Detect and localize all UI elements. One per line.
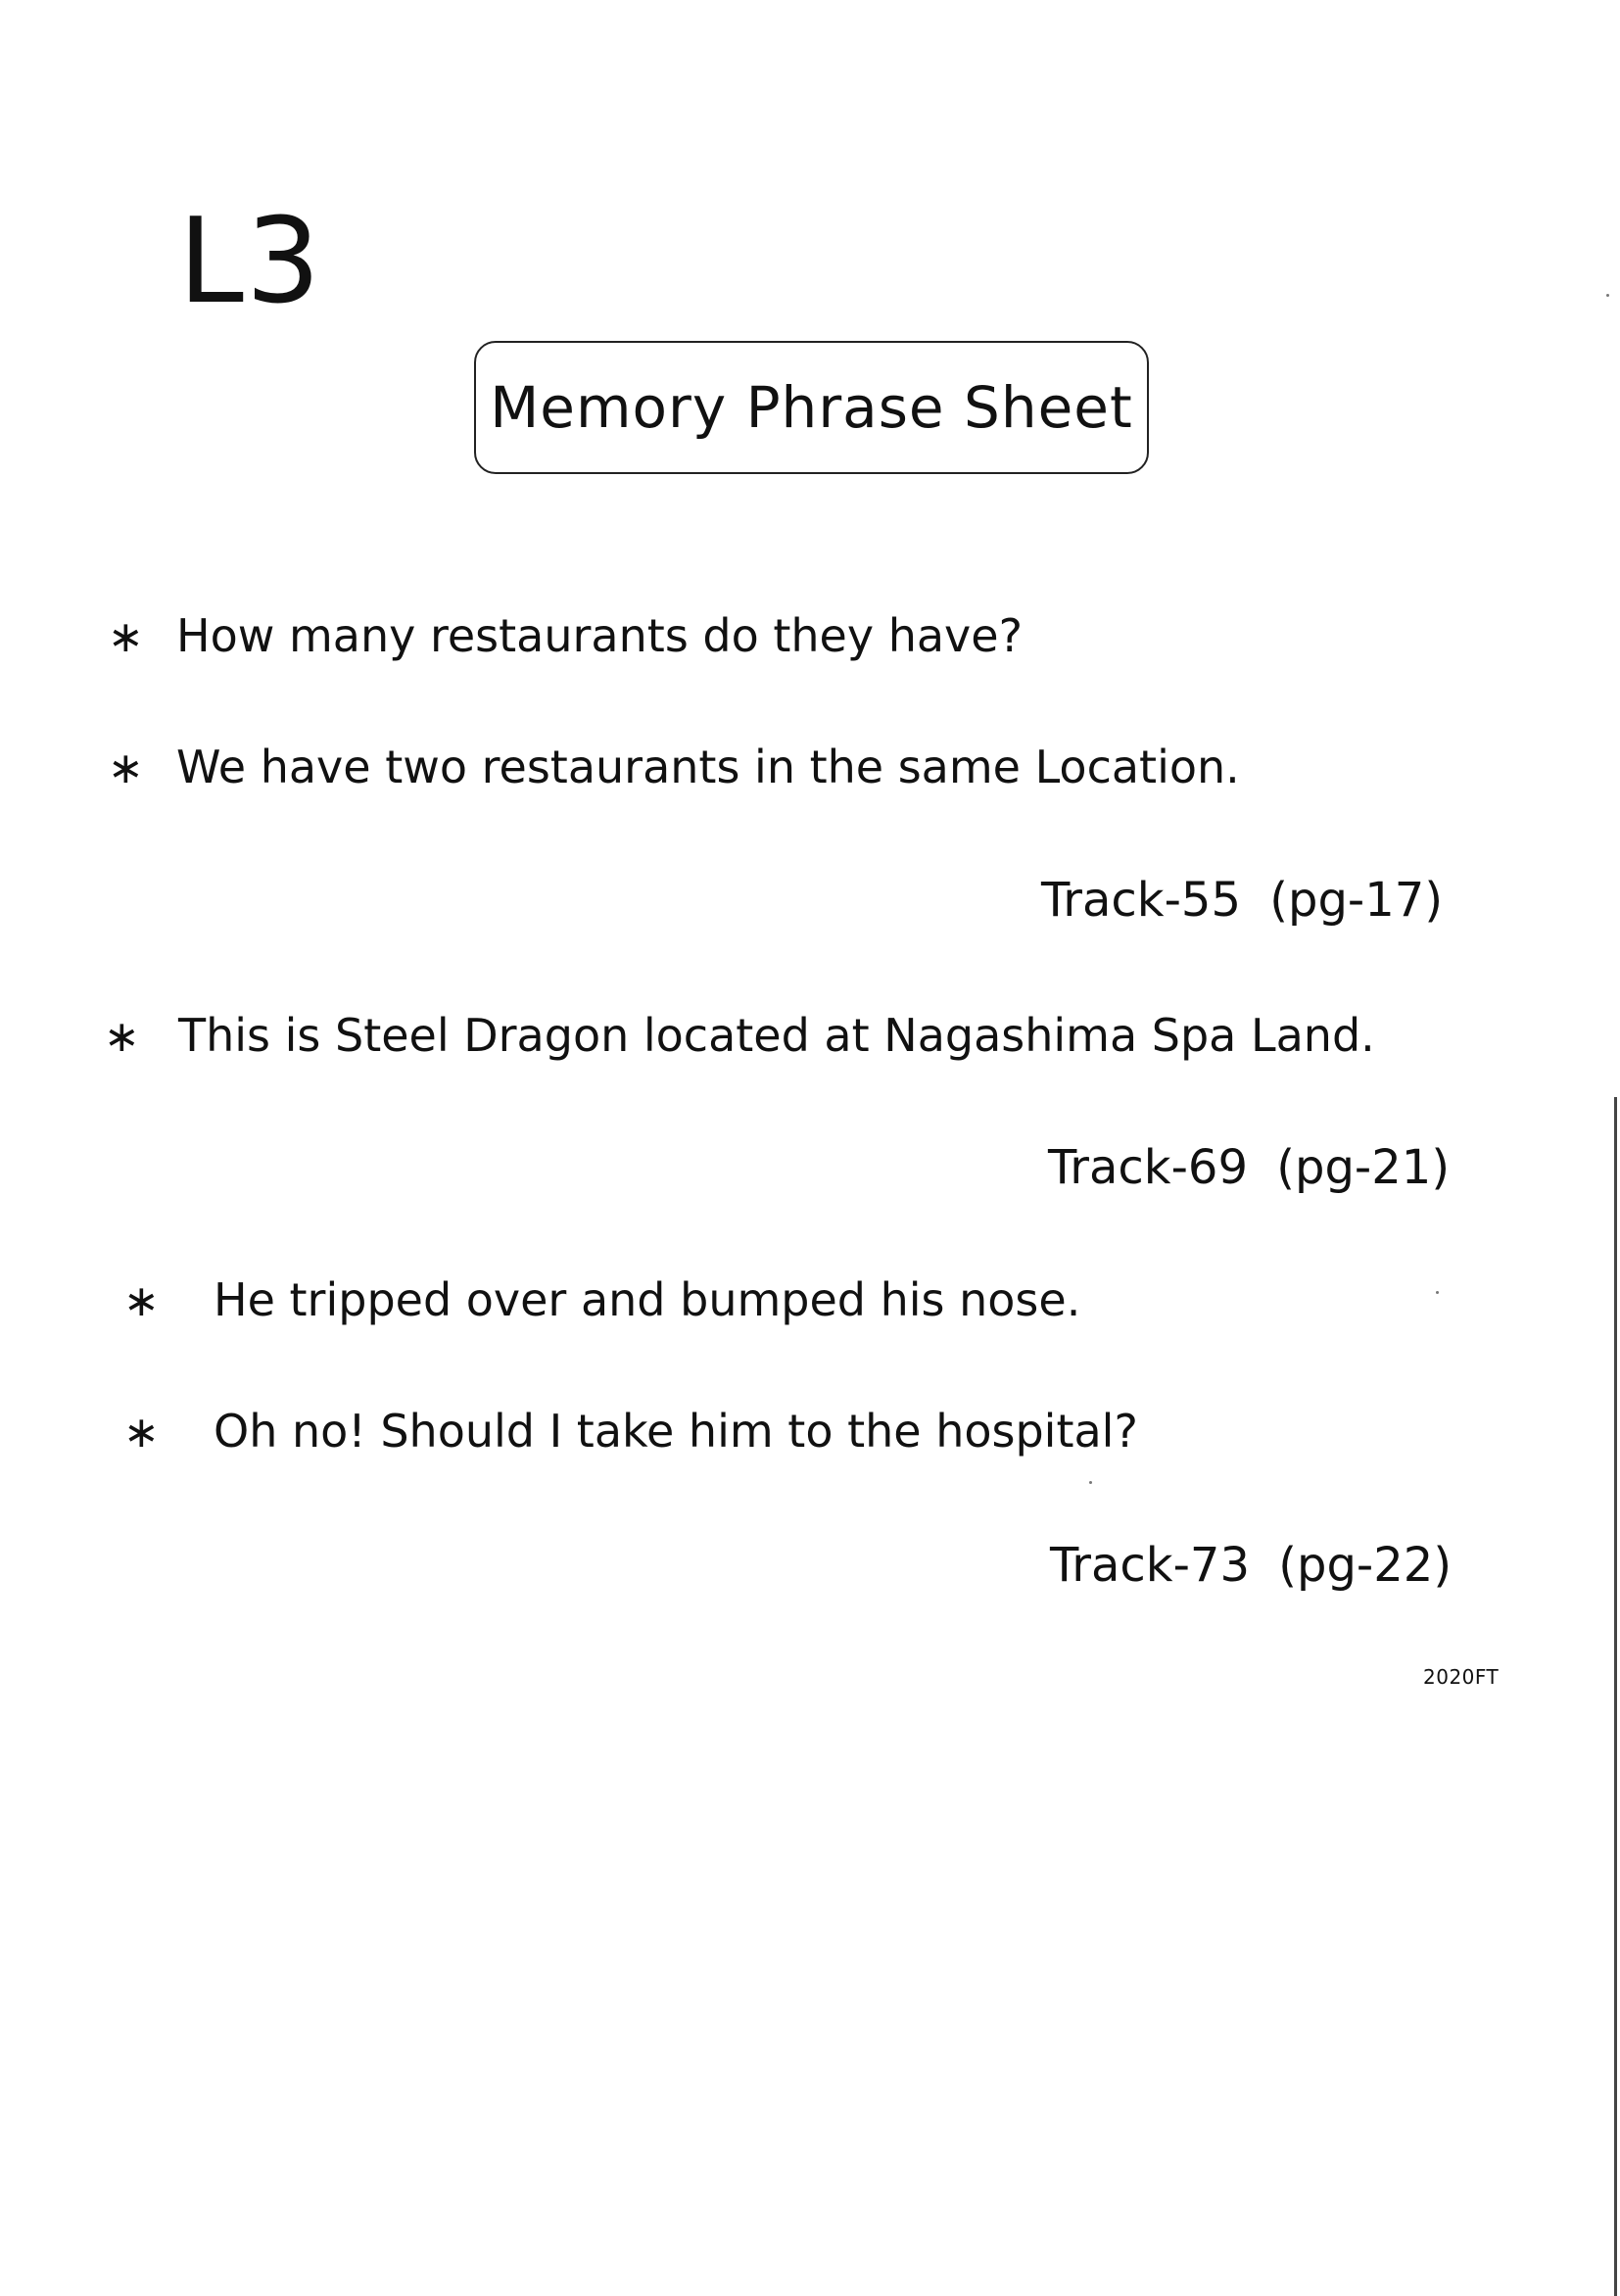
phrase-text: Oh no! Should I take him to the hospital?	[214, 1405, 1138, 1458]
level-heading: L3	[178, 194, 323, 330]
asterisk-bullet-icon: ∗	[123, 1276, 160, 1326]
asterisk-bullet-icon: ∗	[108, 612, 144, 662]
phrase-text: How many restaurants do they have?	[176, 609, 1023, 662]
track-reference: Track-55 (pg-17)	[1041, 873, 1444, 928]
scan-edge-line	[1614, 1097, 1617, 2296]
phrase-text: This is Steel Dragon located at Nagashima Spa Land.	[178, 1009, 1375, 1062]
track-reference: Track-73 (pg-22)	[1050, 1538, 1453, 1593]
title-box	[474, 341, 1149, 474]
phrase-item	[104, 1009, 1375, 1062]
scan-speck	[1606, 294, 1609, 297]
phrase-item	[108, 741, 1240, 793]
footer-code: 2020FT	[1423, 1665, 1500, 1689]
scan-speck	[1089, 1481, 1092, 1484]
scan-speck	[1436, 1291, 1439, 1294]
phrase-item	[108, 609, 1023, 662]
phrase-item	[123, 1405, 1138, 1458]
asterisk-bullet-icon: ∗	[123, 1408, 160, 1458]
phrase-text: He tripped over and bumped his nose.	[214, 1273, 1081, 1326]
phrase-item	[123, 1273, 1081, 1326]
asterisk-bullet-icon: ∗	[108, 743, 144, 793]
sheet-title: Memory Phrase Sheet	[490, 374, 1133, 441]
track-reference: Track-69 (pg-21)	[1048, 1140, 1451, 1195]
asterisk-bullet-icon: ∗	[104, 1012, 140, 1062]
phrase-text: We have two restaurants in the same Location.	[176, 741, 1240, 793]
